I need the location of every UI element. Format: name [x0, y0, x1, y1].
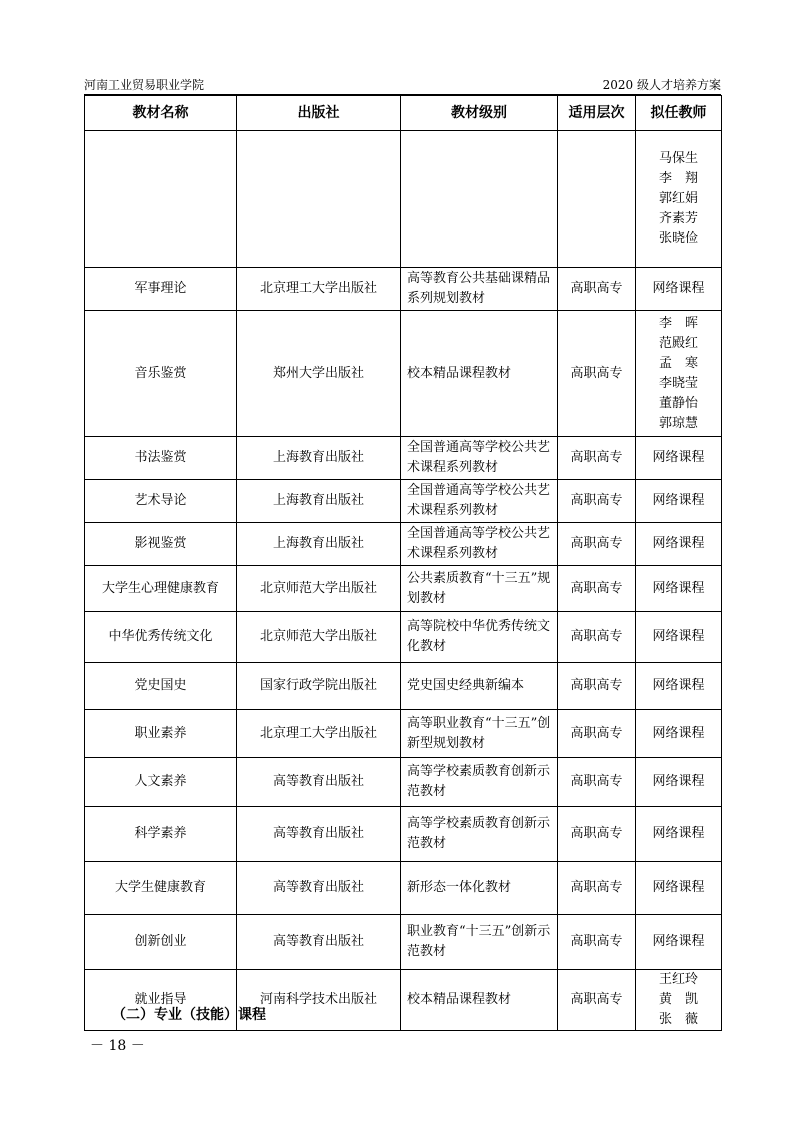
cell-textbook-name: 大学生健康教育 [85, 862, 237, 915]
cell-teachers [636, 970, 722, 1031]
cell-textbook-name: 创新创业 [85, 915, 237, 970]
cell-target-level: 高职高专 [558, 970, 636, 1031]
cell-textbook-level: 高等职业教育“十三五”创新型规划教材 [401, 710, 558, 758]
table-row [85, 523, 722, 566]
cell-teachers [636, 663, 722, 710]
cell-textbook-level: 校本精品课程教材 [401, 311, 558, 437]
teacher-name: 张晓俭 [658, 231, 698, 246]
teacher-name: 网络课程 [652, 493, 705, 508]
cell-target-level: 高职高专 [558, 807, 636, 862]
cell-textbook-name: 人文素养 [85, 758, 237, 807]
cell-teachers [636, 807, 722, 862]
teacher-name: 网络课程 [652, 629, 705, 644]
cell-target-level: 高职高专 [558, 480, 636, 523]
cell-publisher: 上海教育出版社 [237, 480, 401, 523]
cell-publisher: 高等教育出版社 [237, 807, 401, 862]
teacher-name: 网络课程 [652, 580, 705, 596]
page-number: － 18 － [90, 1038, 145, 1054]
table-row [85, 807, 722, 862]
teacher-name: 郭红娟 [658, 191, 698, 206]
cell-target-level: 高职高专 [558, 311, 636, 437]
cell-textbook-level: 公共素质教育“十三五”规划教材 [401, 566, 558, 612]
cell-publisher: 河南科学技术出版社 [237, 970, 401, 1031]
cell-textbook-level: 高等教育公共基础课精品系列规划教材 [401, 268, 558, 311]
cell-publisher: 上海教育出版社 [237, 523, 401, 566]
cell-target-level: 高职高专 [558, 915, 636, 970]
teacher-name: 网络课程 [652, 678, 705, 693]
teacher-name: 郭琼慧 [658, 415, 698, 431]
table-row [85, 758, 722, 807]
header-institution: 河南工业贸易职业学院 [84, 78, 205, 92]
cell-teachers [636, 268, 722, 311]
cell-publisher: 北京师范大学出版社 [237, 612, 401, 663]
cell-textbook-name: 中华优秀传统文化 [85, 612, 237, 663]
cell-publisher: 上海教育出版社 [237, 437, 401, 480]
table-row [85, 663, 722, 710]
cell-textbook-name: 音乐鉴赏 [85, 311, 237, 437]
cell-textbook-level: 全国普通高等学校公共艺术课程系列教材 [401, 437, 558, 480]
teacher-name: 李晓莹 [658, 375, 698, 391]
cell-target-level: 高职高专 [558, 612, 636, 663]
cell-textbook-level: 高等学校素质教育创新示范教材 [401, 758, 558, 807]
cell-teachers [636, 311, 722, 437]
cell-teachers [636, 915, 722, 970]
teacher-name: 董静怡 [658, 395, 698, 411]
cell-textbook-name: 职业素养 [85, 710, 237, 758]
table-row [85, 480, 722, 523]
teacher-name: 网络课程 [652, 450, 705, 465]
page-header [84, 74, 721, 95]
cell-target-level: 高职高专 [558, 268, 636, 311]
teacher-name: 张 薇 [658, 1012, 698, 1027]
column-header-textbook-level: 教材级别 [401, 96, 558, 131]
cell-publisher: 郑州大学出版社 [237, 311, 401, 437]
header-document-title: 2020 级人才培养方案 [602, 78, 721, 92]
cell-publisher [237, 131, 401, 268]
cell-textbook-name: 影视鉴赏 [85, 523, 237, 566]
table-row [85, 710, 722, 758]
cell-textbook-level: 新形态一体化教材 [401, 862, 558, 915]
cell-teachers [636, 523, 722, 566]
textbook-table [84, 95, 722, 1031]
cell-target-level: 高职高专 [558, 758, 636, 807]
cell-publisher: 国家行政学院出版社 [237, 663, 401, 710]
cell-publisher: 北京理工大学出版社 [237, 268, 401, 311]
cell-textbook-level: 党史国史经典新编本 [401, 663, 558, 710]
table-row [85, 612, 722, 663]
cell-teachers [636, 437, 722, 480]
table-header-row [85, 96, 722, 131]
cell-target-level [558, 131, 636, 268]
teacher-name: 网络课程 [652, 774, 705, 789]
cell-publisher: 北京理工大学出版社 [237, 710, 401, 758]
teacher-name: 李 晖 [658, 315, 698, 331]
cell-textbook-name: 就业指导 [85, 970, 237, 1031]
cell-teachers [636, 480, 722, 523]
teacher-name: 范殿红 [658, 335, 698, 351]
table-row [85, 566, 722, 612]
teacher-name: 马保生 [658, 151, 698, 166]
column-header-textbook-name: 教材名称 [85, 96, 237, 131]
cell-textbook-level: 全国普通高等学校公共艺术课程系列教材 [401, 480, 558, 523]
column-header-publisher: 出版社 [237, 96, 401, 131]
section-title: （二）专业（技能）课程 [112, 1007, 266, 1023]
cell-textbook-name: 党史国史 [85, 663, 237, 710]
cell-teachers [636, 862, 722, 915]
cell-target-level: 高职高专 [558, 523, 636, 566]
teacher-name: 齐素芳 [658, 211, 698, 226]
cell-textbook-name [85, 131, 237, 268]
cell-publisher: 高等教育出版社 [237, 758, 401, 807]
cell-textbook-name: 军事理论 [85, 268, 237, 311]
teacher-name: 李 翔 [658, 171, 698, 186]
table-row [85, 915, 722, 970]
cell-target-level: 高职高专 [558, 663, 636, 710]
cell-publisher: 高等教育出版社 [237, 915, 401, 970]
cell-teachers [636, 566, 722, 612]
cell-textbook-level: 全国普通高等学校公共艺术课程系列教材 [401, 523, 558, 566]
teacher-name: 王红玲 [658, 972, 698, 987]
cell-publisher: 北京师范大学出版社 [237, 566, 401, 612]
cell-textbook-level: 职业教育“十三五”创新示范教材 [401, 915, 558, 970]
teacher-name: 网络课程 [652, 536, 705, 551]
cell-publisher: 高等教育出版社 [237, 862, 401, 915]
column-header-teachers: 拟任教师 [636, 96, 722, 131]
cell-teachers [636, 131, 722, 268]
teacher-name: 孟 寒 [658, 355, 698, 371]
teacher-name: 网络课程 [652, 880, 705, 895]
cell-target-level: 高职高专 [558, 862, 636, 915]
teacher-name: 网络课程 [652, 281, 705, 296]
cell-teachers [636, 612, 722, 663]
cell-teachers [636, 758, 722, 807]
table-row [85, 437, 722, 480]
cell-textbook-level [401, 131, 558, 268]
table-row [85, 862, 722, 915]
cell-textbook-level: 高等院校中华优秀传统文化教材 [401, 612, 558, 663]
column-header-target-level: 适用层次 [558, 96, 636, 131]
cell-textbook-level: 高等学校素质教育创新示范教材 [401, 807, 558, 862]
teacher-name: 网络课程 [652, 934, 705, 949]
teacher-name: 网络课程 [652, 826, 705, 841]
table-row [85, 131, 722, 268]
cell-textbook-name: 艺术导论 [85, 480, 237, 523]
cell-textbook-level: 校本精品课程教材 [401, 970, 558, 1031]
cell-target-level: 高职高专 [558, 710, 636, 758]
teacher-name: 黄 凯 [658, 992, 698, 1007]
table-row [85, 268, 722, 311]
cell-textbook-name: 科学素养 [85, 807, 237, 862]
cell-textbook-name: 书法鉴赏 [85, 437, 237, 480]
teacher-name: 网络课程 [652, 725, 705, 741]
table-row [85, 311, 722, 437]
cell-teachers [636, 710, 722, 758]
cell-textbook-name: 大学生心理健康教育 [85, 566, 237, 612]
cell-target-level: 高职高专 [558, 437, 636, 480]
cell-target-level: 高职高专 [558, 566, 636, 612]
